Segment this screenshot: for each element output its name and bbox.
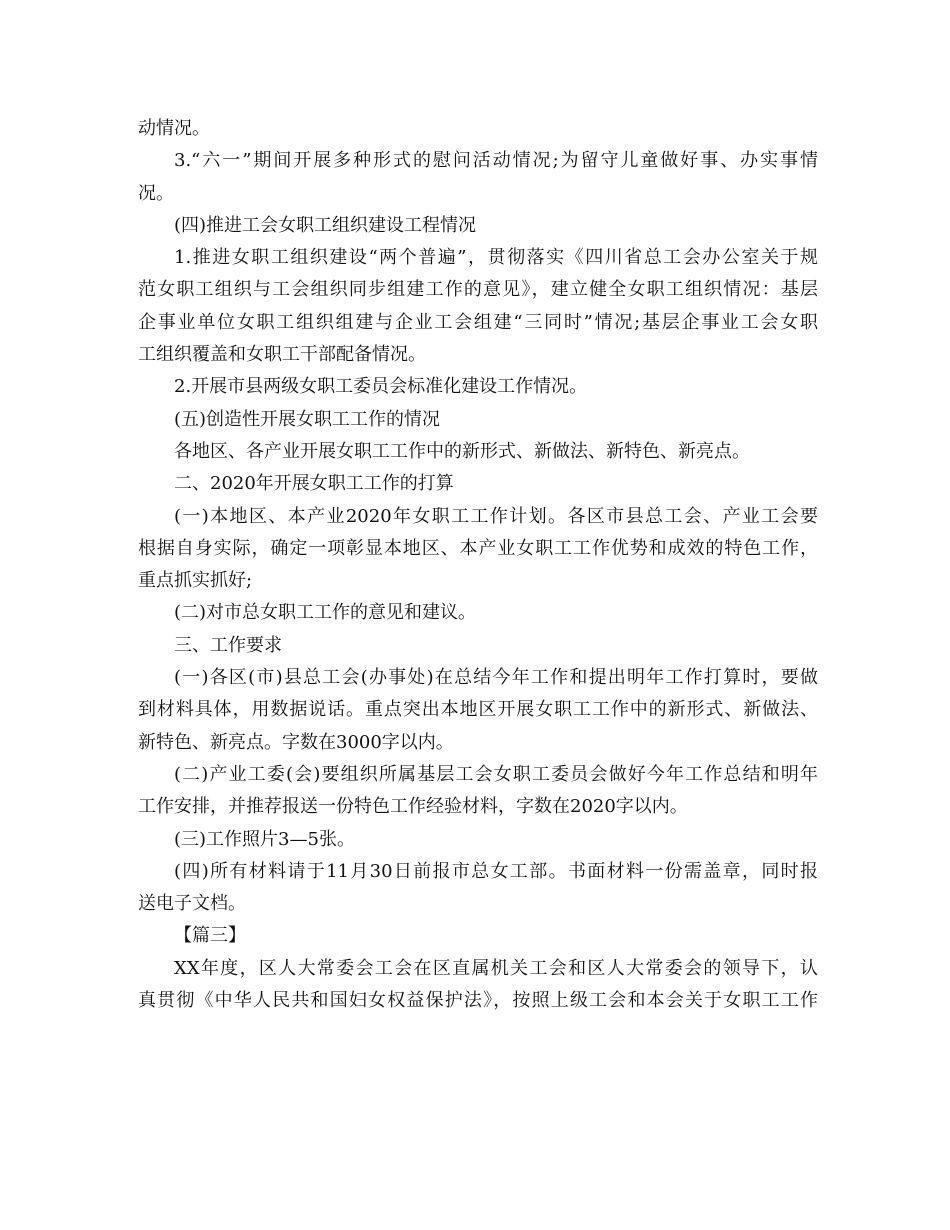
paragraph-line: 送电子文档。 [138,893,246,915]
paragraph-line: (三)工作照片3—5张。 [174,828,355,850]
paragraph-line: 动情况。 [138,118,210,139]
paragraph-line: (四)所有材料请于11月30日前报市总女工部。书面材料一份需盖章，同时报 [174,860,818,882]
paragraph-line: 到材料具体，用数据说话。重点突出本地区开展女职工工作中的新形式、新做法、 [138,699,818,721]
paragraph-line: 工作安排，并推荐报送一份特色工作经验材料，字数在2020字以内。 [138,796,688,818]
paragraph-line: 况。 [138,182,174,204]
paragraph-line: (二)对市总女职工工作的意见和建议。 [174,602,477,624]
paragraph-line: 新特色、新亮点。字数在3000字以内。 [138,731,454,753]
paragraph-line: 根据自身实际，确定一项彰显本地区、本产业女职工工作优势和成效的特色工作， [138,537,818,559]
paragraph-line: (一)各区(市)县总工会(办事处)在总结今年工作和提出明年工作打算时，要做 [174,667,818,689]
paragraph-line: 2.开展市县两级女职工委员会标准化建设工作情况。 [174,376,588,398]
paragraph-line: 范女职工组织与工会组织同步组建工作的意见》，建立健全女职工组织情况：基层 [138,279,818,301]
paragraph-line: XX年度，区人大常委会工会在区直属机关工会和区人大常委会的领导下，认 [174,957,818,979]
paragraph-line: (四)推进工会女职工组织建设工程情况 [174,214,477,236]
paragraph-line: 工组织覆盖和女职工干部配备情况。 [138,344,426,366]
paragraph-line: 二、2020年开展女职工工作的打算 [174,473,454,495]
document-body [138,113,818,1017]
paragraph-line: 企事业单位女职工组织组建与企业工会组建“三同时”情况;基层企事业工会女职 [138,311,818,333]
paragraph-line: 3.“六一”期间开展多种形式的慰问活动情况;为留守儿童做好事、办实事情 [174,150,818,172]
paragraph-line: 重点抓实抓好; [138,570,253,592]
paragraph-line: (二)产业工委(会)要组织所属基层工会女职工委员会做好今年工作总结和明年 [174,763,818,785]
paragraph-line: 各地区、各产业开展女职工工作中的新形式、新做法、新特色、新亮点。 [174,440,750,462]
paragraph-line: 1.推进女职工组织建设“两个普遍”，贯彻落实《四川省总工会办公室关于规 [174,247,818,269]
paragraph-line: 【篇三】 [174,925,246,947]
paragraph-line: (五)创造性开展女职工工作的情况 [174,408,441,430]
paragraph-line: 三、工作要求 [174,634,282,656]
paragraph-line: (一)本地区、本产业2020年女职工工作计划。各区市县总工会、产业工会要 [174,505,818,527]
paragraph-line: 真贯彻《中华人民共和国妇女权益保护法》，按照上级工会和本会关于女职工工作 [138,990,818,1012]
